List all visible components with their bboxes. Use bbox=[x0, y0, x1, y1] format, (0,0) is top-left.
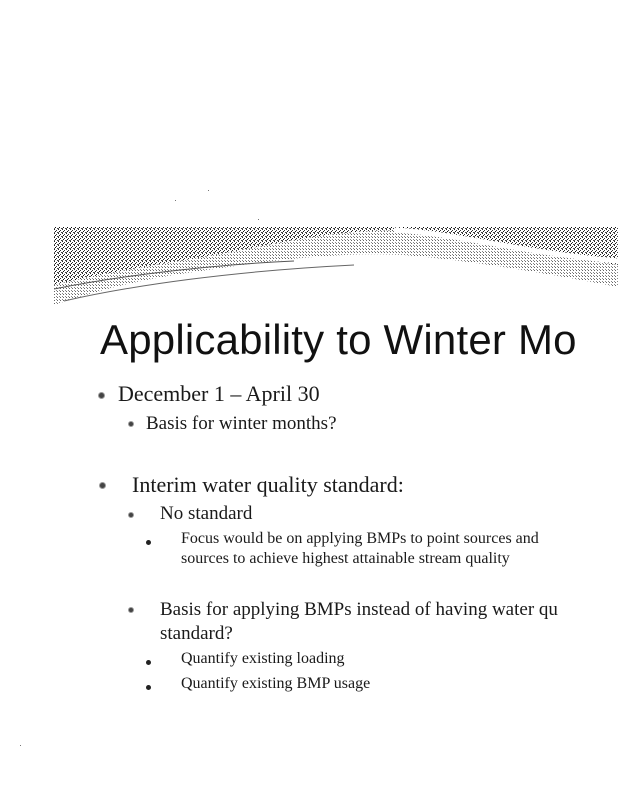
bullet-no-standard: No standard bbox=[160, 503, 253, 524]
bullet-icon bbox=[146, 685, 151, 690]
scan-speck bbox=[258, 219, 259, 220]
bullet-icon bbox=[128, 421, 134, 427]
bullet-icon bbox=[128, 607, 134, 613]
bullet-interim-standard: Interim water quality standard: bbox=[132, 472, 404, 497]
bullet-bmp-basis-line-2: standard? bbox=[160, 623, 233, 644]
header-wave-graphic bbox=[54, 225, 618, 307]
scan-speck bbox=[208, 190, 209, 191]
bullet-icon bbox=[146, 660, 151, 665]
slide-title: Applicability to Winter Mo bbox=[100, 316, 577, 363]
bullet-winter-basis: Basis for winter months? bbox=[146, 413, 337, 434]
bullet-date-range: December 1 – April 30 bbox=[118, 381, 320, 406]
bullet-icon bbox=[99, 482, 106, 489]
bullet-quantify-loading: Quantify existing loading bbox=[181, 650, 345, 667]
bullet-icon bbox=[146, 540, 151, 545]
bullet-quantify-bmp-usage: Quantify existing BMP usage bbox=[181, 675, 371, 692]
scan-speck bbox=[175, 200, 176, 201]
bullet-focus-line-2: sources to achieve highest attainable stream quality bbox=[181, 550, 510, 567]
bullet-focus-line-1: Focus would be on applying BMPs to point sources and bbox=[181, 530, 539, 547]
scan-speck bbox=[20, 745, 21, 746]
bullet-icon bbox=[128, 512, 134, 518]
bullet-bmp-basis-line-1: Basis for applying BMPs instead of having water qu bbox=[160, 599, 558, 620]
bullet-icon bbox=[98, 392, 105, 399]
